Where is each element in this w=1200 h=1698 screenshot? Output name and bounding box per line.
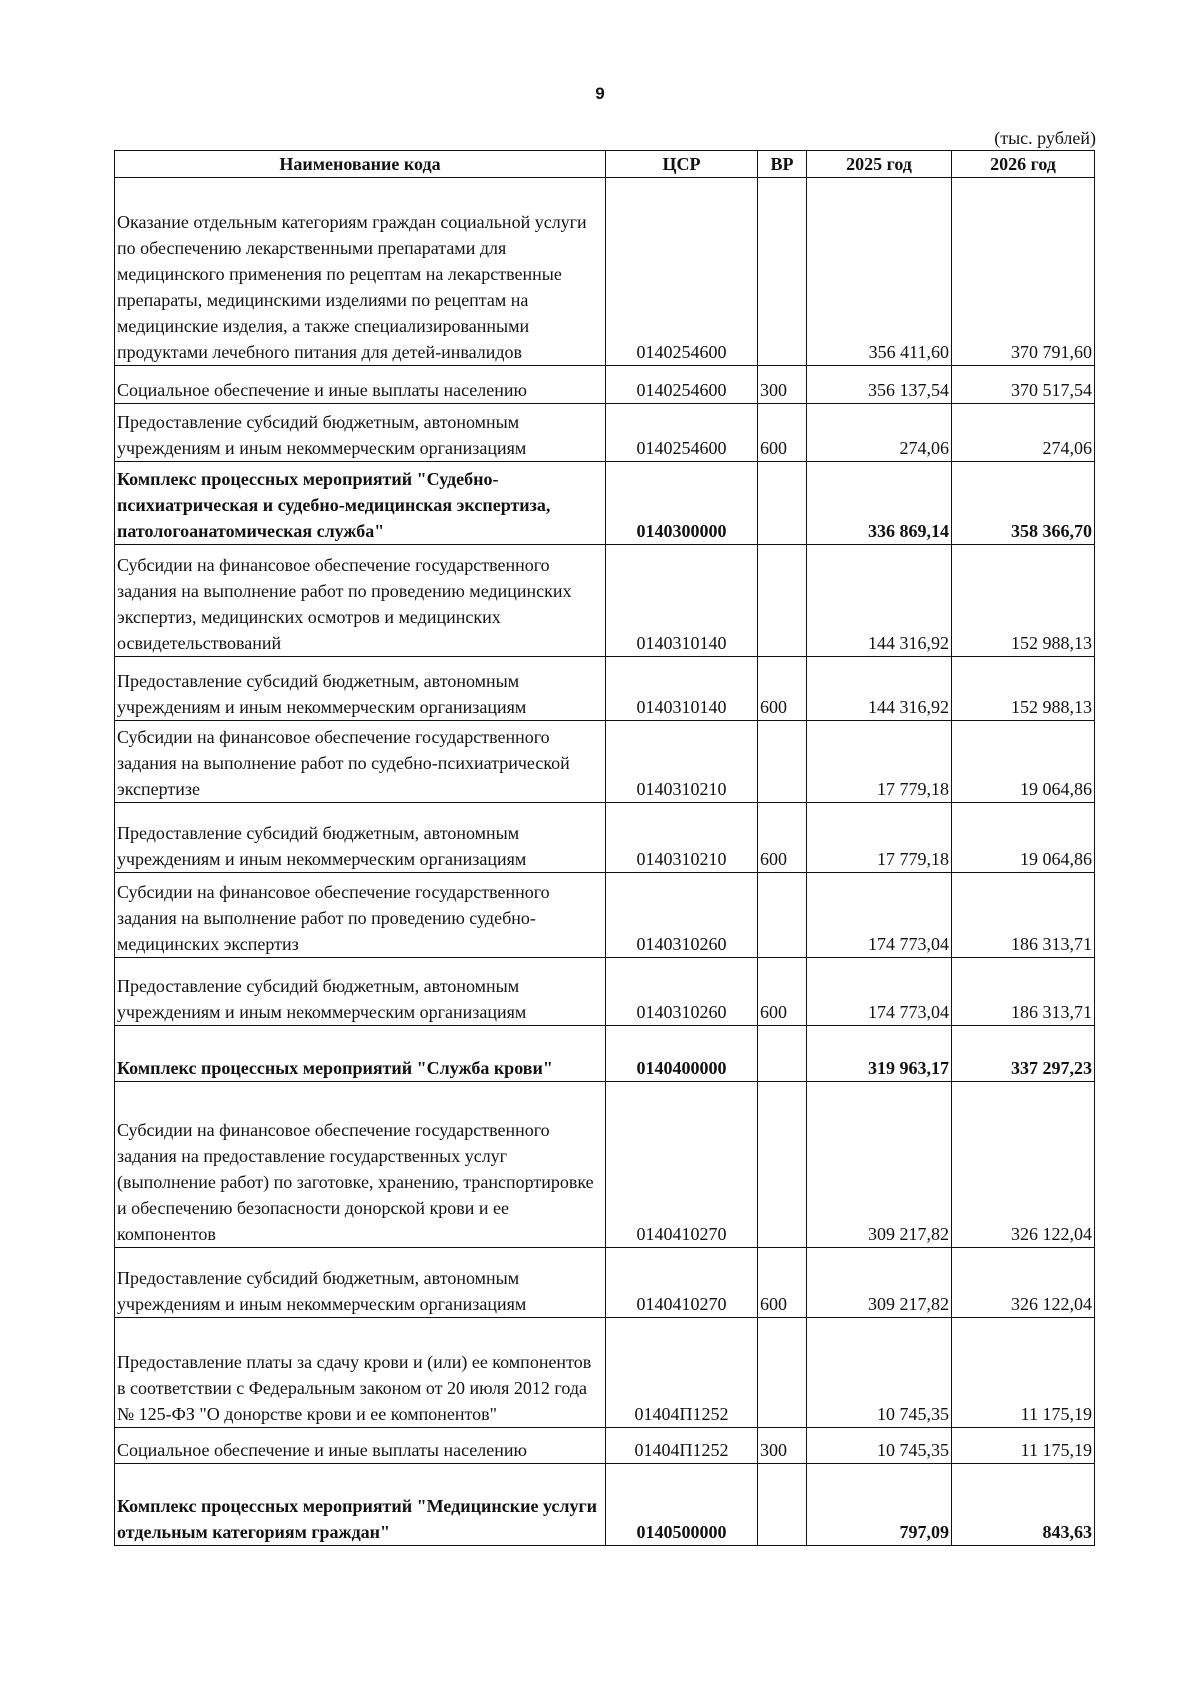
row-2026: 186 313,71 <box>952 873 1095 958</box>
row-name: Субсидии на финансовое обеспечение государственного задания на предоставление государственных услуг (выполнение работ) по заготовке, хранению, транспортировке и обеспечению безопасности донорской крови и ее компонентов <box>115 1082 606 1248</box>
row-name: Оказание отдельным категориям граждан социальной услуги по обеспечению лекарственными препаратами для медицинского применения по рецептам на лекарственные препараты, медицинскими изделиями по рецептам на медицинские изделия, а также специализированными продуктами лечебного питания для детей-инвалидов <box>115 178 606 366</box>
row-vr <box>758 1318 807 1428</box>
row-name: Комплекс процессных мероприятий "Медицинские услуги отдельным категориям граждан" <box>115 1464 606 1546</box>
table-row <box>115 657 1095 721</box>
table-row <box>115 178 1095 366</box>
row-vr: 600 <box>758 1248 807 1318</box>
table-row <box>115 1428 1095 1464</box>
row-vr <box>758 178 807 366</box>
table-header-row <box>115 151 1095 178</box>
row-name: Предоставление платы за сдачу крови и (или) ее компонентов в соответствии с Федеральным законом от 20 июля 2012 года № 125-ФЗ "О донорстве крови и ее компонентов" <box>115 1318 606 1428</box>
row-2025: 797,09 <box>807 1464 952 1546</box>
row-vr: 600 <box>758 404 807 462</box>
row-name: Предоставление субсидий бюджетным, автономным учреждениям и иным некоммерческим организациям <box>115 404 606 462</box>
header-vr: ВР <box>758 151 807 178</box>
row-csr: 0140310210 <box>606 803 758 873</box>
row-name: Предоставление субсидий бюджетным, автономным учреждениям и иным некоммерческим организациям <box>115 803 606 873</box>
row-2026: 152 988,13 <box>952 545 1095 657</box>
table-row <box>115 1082 1095 1248</box>
row-2025: 274,06 <box>807 404 952 462</box>
row-vr <box>758 1026 807 1082</box>
row-2026: 843,63 <box>952 1464 1095 1546</box>
row-2026: 11 175,19 <box>952 1428 1095 1464</box>
row-vr: 300 <box>758 366 807 404</box>
unit-note: (тыс. рублей) <box>994 128 1096 148</box>
row-name: Предоставление субсидий бюджетным, автономным учреждениям и иным некоммерческим организациям <box>115 958 606 1026</box>
row-2025: 356 411,60 <box>807 178 952 366</box>
table-row-section <box>115 462 1095 545</box>
row-vr <box>758 873 807 958</box>
table-row <box>115 545 1095 657</box>
row-name: Комплекс процессных мероприятий "Служба крови" <box>115 1026 606 1082</box>
row-2026: 337 297,23 <box>952 1026 1095 1082</box>
header-name: Наименование кода <box>115 151 606 178</box>
table-row <box>115 404 1095 462</box>
row-csr: 0140300000 <box>606 462 758 545</box>
row-name: Субсидии на финансовое обеспечение государственного задания на выполнение работ по проведению судебно-медицинских экспертиз <box>115 873 606 958</box>
row-2025: 144 316,92 <box>807 545 952 657</box>
table-row <box>115 366 1095 404</box>
row-2026: 274,06 <box>952 404 1095 462</box>
header-csr: ЦСР <box>606 151 758 178</box>
row-2026: 370 517,54 <box>952 366 1095 404</box>
table-row <box>115 873 1095 958</box>
row-name: Социальное обеспечение и иные выплаты населению <box>115 366 606 404</box>
row-2025: 336 869,14 <box>807 462 952 545</box>
row-vr <box>758 1082 807 1248</box>
row-2025: 17 779,18 <box>807 803 952 873</box>
row-name: Предоставление субсидий бюджетным, автономным учреждениям и иным некоммерческим организациям <box>115 657 606 721</box>
table-row-section <box>115 1464 1095 1546</box>
row-2025: 10 745,35 <box>807 1428 952 1464</box>
row-2025: 10 745,35 <box>807 1318 952 1428</box>
row-vr <box>758 545 807 657</box>
row-name: Социальное обеспечение и иные выплаты населению <box>115 1428 606 1464</box>
row-2026: 370 791,60 <box>952 178 1095 366</box>
row-csr: 0140410270 <box>606 1248 758 1318</box>
header-2026: 2026 год <box>952 151 1095 178</box>
row-vr: 300 <box>758 1428 807 1464</box>
row-csr: 0140310260 <box>606 873 758 958</box>
header-2025: 2025 год <box>807 151 952 178</box>
row-2026: 19 064,86 <box>952 721 1095 803</box>
table-row <box>115 1318 1095 1428</box>
table-row-section <box>115 1026 1095 1082</box>
row-csr: 01404П1252 <box>606 1318 758 1428</box>
row-2025: 174 773,04 <box>807 873 952 958</box>
row-2025: 144 316,92 <box>807 657 952 721</box>
row-2026: 11 175,19 <box>952 1318 1095 1428</box>
row-2025: 174 773,04 <box>807 958 952 1026</box>
row-name: Субсидии на финансовое обеспечение государственного задания на выполнение работ по проведению медицинских экспертиз, медицинских осмотров и медицинских освидетельствований <box>115 545 606 657</box>
row-name: Предоставление субсидий бюджетным, автономным учреждениям и иным некоммерческим организациям <box>115 1248 606 1318</box>
row-vr: 600 <box>758 958 807 1026</box>
row-name: Субсидии на финансовое обеспечение государственного задания на выполнение работ по судебно-психиатрической экспертизе <box>115 721 606 803</box>
row-vr <box>758 1464 807 1546</box>
row-csr: 0140310260 <box>606 958 758 1026</box>
row-2026: 358 366,70 <box>952 462 1095 545</box>
table-row <box>115 1248 1095 1318</box>
row-csr: 0140310140 <box>606 657 758 721</box>
table-row <box>115 958 1095 1026</box>
table-row <box>115 721 1095 803</box>
row-vr: 600 <box>758 803 807 873</box>
row-csr: 0140500000 <box>606 1464 758 1546</box>
row-csr: 0140254600 <box>606 366 758 404</box>
row-2025: 356 137,54 <box>807 366 952 404</box>
row-2026: 186 313,71 <box>952 958 1095 1026</box>
row-name: Комплекс процессных мероприятий "Судебно-психиатрическая и судебно-медицинская экспертиза, патологоанатомическая служба" <box>115 462 606 545</box>
row-2025: 309 217,82 <box>807 1082 952 1248</box>
row-2026: 326 122,04 <box>952 1248 1095 1318</box>
budget-table <box>114 150 1095 1546</box>
row-2025: 17 779,18 <box>807 721 952 803</box>
row-csr: 0140310140 <box>606 545 758 657</box>
row-csr: 01404П1252 <box>606 1428 758 1464</box>
row-vr <box>758 721 807 803</box>
row-2026: 326 122,04 <box>952 1082 1095 1248</box>
table-row <box>115 803 1095 873</box>
row-vr: 600 <box>758 657 807 721</box>
row-csr: 0140410270 <box>606 1082 758 1248</box>
row-vr <box>758 462 807 545</box>
row-2025: 319 963,17 <box>807 1026 952 1082</box>
row-2025: 309 217,82 <box>807 1248 952 1318</box>
row-2026: 19 064,86 <box>952 803 1095 873</box>
page-number: 9 <box>595 84 605 103</box>
row-csr: 0140254600 <box>606 404 758 462</box>
row-csr: 0140400000 <box>606 1026 758 1082</box>
row-2026: 152 988,13 <box>952 657 1095 721</box>
row-csr: 0140310210 <box>606 721 758 803</box>
row-csr: 0140254600 <box>606 178 758 366</box>
